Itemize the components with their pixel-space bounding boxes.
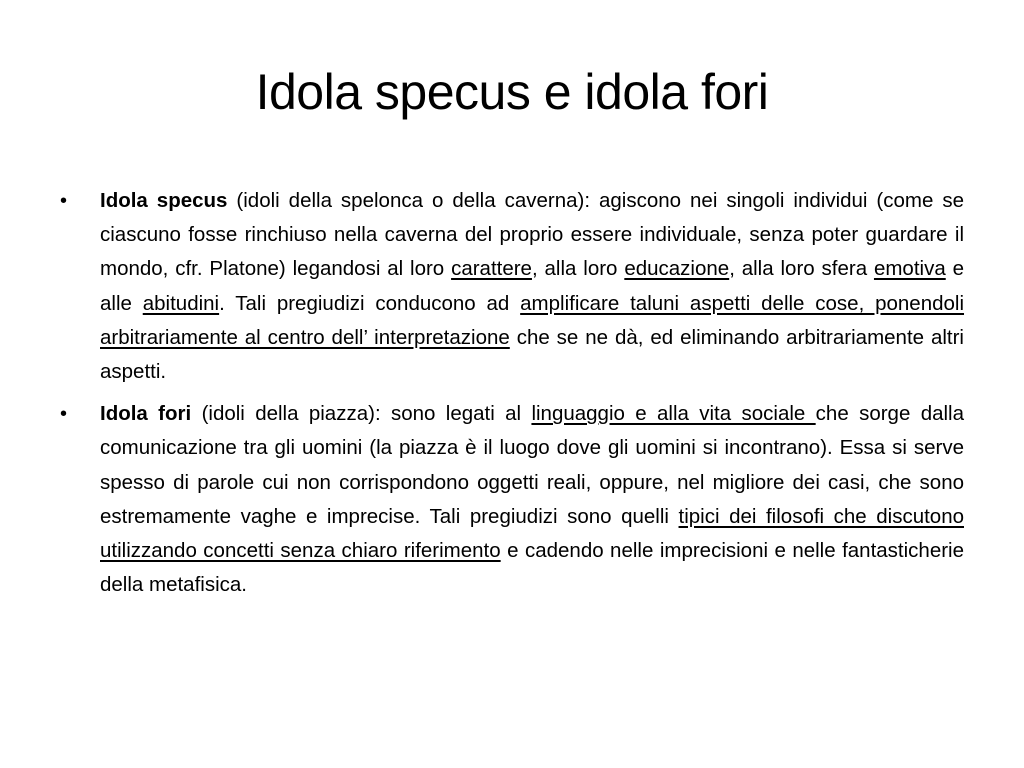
slide-body bbox=[60, 184, 964, 602]
bullet-icon: • bbox=[60, 190, 68, 212]
bullet-item-idola-specus bbox=[60, 184, 964, 389]
bullet-icon: • bbox=[60, 403, 68, 426]
underlined-educazione: educazione bbox=[624, 257, 730, 281]
underlined-emotiva: emotiva bbox=[873, 257, 946, 281]
underlined-amplificare: amplificare taluni aspetti delle cose, ponendoli arbitrariamente al centro dell’ interpretazione bbox=[100, 291, 965, 349]
text-run: e alle bbox=[100, 257, 964, 315]
underlined-carattere: carattere bbox=[451, 257, 532, 281]
text-run: che se ne dà, ed eliminando arbitrariamente altri aspetti. bbox=[100, 325, 964, 384]
text-run: e cadendo nelle imprecisioni e nelle fantasticherie della metafisica. bbox=[100, 539, 965, 597]
text-run: che sorge dalla comunicazione tra gli uomini (la piazza è il luogo dove gli uomini si incontrano). Essa si serve spesso di parole cui non corrispondono oggetti reali, oppure, nel migliore dei casi, che sono estremamente vaghe e imprecise. Tali pregiudizi sono quelli bbox=[100, 402, 965, 528]
text-run: , alla loro sfera bbox=[729, 257, 874, 281]
bullet-text bbox=[100, 397, 964, 602]
term-idola-specus: Idola specus bbox=[100, 189, 228, 212]
term-idola-fori: Idola fori bbox=[100, 402, 192, 426]
underlined-linguaggio: linguaggio e alla vita sociale bbox=[531, 402, 816, 426]
text-run: (idoli della spelonca o della caverna): agiscono nei singoli individui (come se ciascuno fosse rinchiuso nella caverna del proprio essere individuale, senza poter guardare il mondo, cfr. Platone) legandosi al loro bbox=[100, 189, 965, 281]
text-run: , alla loro bbox=[531, 257, 625, 281]
bullet-text bbox=[100, 184, 964, 389]
slide-title: Idola specus e idola fori bbox=[255, 64, 769, 120]
text-run: (idoli della piazza): sono legati al bbox=[191, 402, 532, 426]
underlined-tipici-filosofi: tipici dei filosofi che discutono utilizzando concetti senza chiaro riferimento bbox=[100, 504, 964, 563]
bullet-item-idola-fori bbox=[60, 397, 964, 602]
text-run: . Tali pregiudizi conducono ad bbox=[219, 291, 521, 315]
underlined-abitudini: abitudini bbox=[142, 291, 220, 315]
